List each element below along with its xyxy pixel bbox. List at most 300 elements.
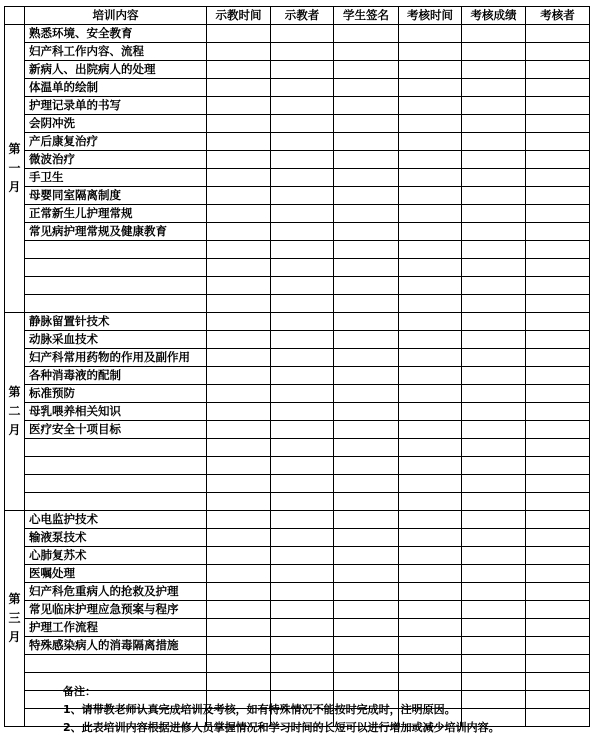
exam-time-cell[interactable] — [399, 421, 462, 439]
demo-time-cell[interactable] — [207, 115, 271, 133]
table-row — [5, 151, 590, 169]
demonstrator-cell[interactable] — [271, 79, 334, 97]
demonstrator-cell[interactable] — [271, 457, 334, 475]
exam-time-cell[interactable] — [399, 619, 462, 637]
demo-time-cell[interactable] — [207, 457, 271, 475]
student-signature-cell[interactable] — [334, 25, 399, 43]
student-signature-cell[interactable] — [334, 619, 399, 637]
demonstrator-cell[interactable] — [271, 277, 334, 295]
header-demonstrator: 示教者 — [271, 7, 334, 25]
demo-time-cell[interactable] — [207, 205, 271, 223]
exam-score-cell[interactable] — [462, 169, 526, 187]
exam-time-cell[interactable] — [399, 61, 462, 79]
training-item: 微波治疗 — [25, 151, 207, 169]
training-item: 体温单的绘制 — [25, 79, 207, 97]
table-row — [5, 529, 590, 547]
table-row — [5, 241, 590, 259]
demo-time-cell[interactable] — [207, 421, 271, 439]
exam-time-cell[interactable] — [399, 637, 462, 655]
demo-time-cell[interactable] — [207, 601, 271, 619]
examiner-cell[interactable] — [526, 457, 590, 475]
exam-score-cell[interactable] — [462, 637, 526, 655]
exam-score-cell[interactable] — [462, 583, 526, 601]
student-signature-cell[interactable] — [334, 43, 399, 61]
month-label-2 — [5, 313, 25, 511]
exam-score-cell[interactable] — [462, 223, 526, 241]
exam-score-cell[interactable] — [462, 61, 526, 79]
exam-score-cell[interactable] — [462, 43, 526, 61]
examiner-cell[interactable] — [526, 295, 590, 313]
demonstrator-cell[interactable] — [271, 133, 334, 151]
demo-time-cell[interactable] — [207, 637, 271, 655]
demonstrator-cell[interactable] — [271, 565, 334, 583]
exam-score-cell[interactable] — [462, 475, 526, 493]
examiner-cell[interactable] — [526, 547, 590, 565]
exam-score-cell[interactable] — [462, 25, 526, 43]
demonstrator-cell[interactable] — [271, 367, 334, 385]
exam-score-cell[interactable] — [462, 241, 526, 259]
demonstrator-cell[interactable] — [271, 241, 334, 259]
examiner-cell[interactable] — [526, 259, 590, 277]
student-signature-cell[interactable] — [334, 97, 399, 115]
demo-time-cell[interactable] — [207, 97, 271, 115]
student-signature-cell[interactable] — [334, 61, 399, 79]
student-signature-cell[interactable] — [334, 475, 399, 493]
exam-score-cell[interactable] — [462, 349, 526, 367]
table-row — [5, 223, 590, 241]
student-signature-cell[interactable] — [334, 151, 399, 169]
month-label-char: 三 — [8, 611, 21, 625]
examiner-cell[interactable] — [526, 313, 590, 331]
exam-score-cell[interactable] — [462, 133, 526, 151]
demonstrator-cell[interactable] — [271, 295, 334, 313]
exam-score-cell[interactable] — [462, 295, 526, 313]
demonstrator-cell[interactable] — [271, 529, 334, 547]
examiner-cell[interactable] — [526, 151, 590, 169]
table-body — [5, 25, 590, 727]
examiner-cell[interactable] — [526, 205, 590, 223]
examiner-cell[interactable] — [526, 61, 590, 79]
table-row — [5, 637, 590, 655]
training-item — [25, 277, 207, 295]
exam-time-cell[interactable] — [399, 295, 462, 313]
student-signature-cell[interactable] — [334, 583, 399, 601]
demo-time-cell[interactable] — [207, 385, 271, 403]
header-examiner: 考核者 — [526, 7, 590, 25]
examiner-cell[interactable] — [526, 169, 590, 187]
demonstrator-cell[interactable] — [271, 25, 334, 43]
demo-time-cell[interactable] — [207, 529, 271, 547]
demonstrator-cell[interactable] — [271, 331, 334, 349]
training-item: 心肺复苏术 — [25, 547, 207, 565]
exam-time-cell[interactable] — [399, 277, 462, 295]
exam-time-cell[interactable] — [399, 43, 462, 61]
notes-title: 备注： — [63, 685, 96, 698]
demonstrator-cell[interactable] — [271, 151, 334, 169]
demo-time-cell[interactable] — [207, 169, 271, 187]
exam-score-cell[interactable] — [462, 655, 526, 673]
demo-time-cell[interactable] — [207, 583, 271, 601]
demo-time-cell[interactable] — [207, 349, 271, 367]
exam-score-cell[interactable] — [462, 403, 526, 421]
training-item: 标准预防 — [25, 385, 207, 403]
exam-time-cell[interactable] — [399, 25, 462, 43]
month-label-char: 二 — [8, 404, 21, 418]
demonstrator-cell[interactable] — [271, 313, 334, 331]
demonstrator-cell[interactable] — [271, 187, 334, 205]
demonstrator-cell[interactable] — [271, 637, 334, 655]
demonstrator-cell[interactable] — [271, 259, 334, 277]
demo-time-cell[interactable] — [207, 133, 271, 151]
training-item — [25, 439, 207, 457]
header-exam-score: 考核成绩 — [462, 7, 526, 25]
demo-time-cell[interactable] — [207, 277, 271, 295]
student-signature-cell[interactable] — [334, 133, 399, 151]
examiner-cell[interactable] — [526, 655, 590, 673]
student-signature-cell[interactable] — [334, 601, 399, 619]
training-item — [25, 259, 207, 277]
exam-time-cell[interactable] — [399, 187, 462, 205]
table-row — [5, 421, 590, 439]
exam-time-cell[interactable] — [399, 205, 462, 223]
exam-time-cell[interactable] — [399, 475, 462, 493]
demo-time-cell[interactable] — [207, 223, 271, 241]
demonstrator-cell[interactable] — [271, 511, 334, 529]
table-row — [5, 565, 590, 583]
demonstrator-cell[interactable] — [271, 97, 334, 115]
month-label-char: 第 — [8, 592, 21, 606]
table-row — [5, 601, 590, 619]
exam-time-cell[interactable] — [399, 313, 462, 331]
examiner-cell[interactable] — [526, 133, 590, 151]
exam-score-cell[interactable] — [462, 385, 526, 403]
training-item: 会阴冲洗 — [25, 115, 207, 133]
exam-time-cell[interactable] — [399, 115, 462, 133]
header-corner — [5, 7, 25, 25]
exam-time-cell[interactable] — [399, 97, 462, 115]
student-signature-cell[interactable] — [334, 529, 399, 547]
examiner-cell[interactable] — [526, 637, 590, 655]
examiner-cell[interactable] — [526, 403, 590, 421]
student-signature-cell[interactable] — [334, 259, 399, 277]
exam-score-cell[interactable] — [462, 187, 526, 205]
training-item: 常见临床护理应急预案与程序 — [25, 601, 207, 619]
table-row — [5, 115, 590, 133]
examiner-cell[interactable] — [526, 475, 590, 493]
exam-score-cell[interactable] — [462, 457, 526, 475]
demo-time-cell[interactable] — [207, 511, 271, 529]
student-signature-cell[interactable] — [334, 187, 399, 205]
table-row — [5, 259, 590, 277]
note-item-2: 2、此表培训内容根据进修人员掌握情况和学习时间的长短可以进行增加或减少培训内容。 — [63, 721, 500, 734]
exam-time-cell[interactable] — [399, 331, 462, 349]
examiner-cell[interactable] — [526, 43, 590, 61]
exam-time-cell[interactable] — [399, 151, 462, 169]
student-signature-cell[interactable] — [334, 637, 399, 655]
exam-time-cell[interactable] — [399, 583, 462, 601]
table-row — [5, 655, 590, 673]
exam-score-cell[interactable] — [462, 601, 526, 619]
training-item: 静脉留置针技术 — [25, 313, 207, 331]
table-row — [5, 313, 590, 331]
exam-score-cell[interactable] — [462, 313, 526, 331]
month-label-char: 月 — [8, 180, 21, 194]
training-item: 熟悉环境、安全教育 — [25, 25, 207, 43]
exam-time-cell[interactable] — [399, 169, 462, 187]
examiner-cell[interactable] — [526, 241, 590, 259]
demo-time-cell[interactable] — [207, 475, 271, 493]
training-item: 妇产科工作内容、流程 — [25, 43, 207, 61]
exam-time-cell[interactable] — [399, 367, 462, 385]
demo-time-cell[interactable] — [207, 43, 271, 61]
demo-time-cell[interactable] — [207, 295, 271, 313]
student-signature-cell[interactable] — [334, 313, 399, 331]
exam-score-cell[interactable] — [462, 421, 526, 439]
exam-time-cell[interactable] — [399, 223, 462, 241]
table-row — [5, 205, 590, 223]
table-row — [5, 61, 590, 79]
training-item — [25, 241, 207, 259]
exam-time-cell[interactable] — [399, 259, 462, 277]
training-item — [25, 493, 207, 511]
exam-time-cell[interactable] — [399, 511, 462, 529]
demo-time-cell[interactable] — [207, 493, 271, 511]
exam-time-cell[interactable] — [399, 565, 462, 583]
exam-score-cell[interactable] — [462, 565, 526, 583]
demo-time-cell[interactable] — [207, 259, 271, 277]
training-item: 母乳喂养相关知识 — [25, 403, 207, 421]
student-signature-cell[interactable] — [334, 493, 399, 511]
demonstrator-cell[interactable] — [271, 385, 334, 403]
student-signature-cell[interactable] — [334, 511, 399, 529]
student-signature-cell[interactable] — [334, 349, 399, 367]
examiner-cell[interactable] — [526, 511, 590, 529]
training-item: 妇产科危重病人的抢救及护理 — [25, 583, 207, 601]
training-item — [25, 655, 207, 673]
exam-time-cell[interactable] — [399, 457, 462, 475]
examiner-cell[interactable] — [526, 187, 590, 205]
training-item: 妇产科常用药物的作用及副作用 — [25, 349, 207, 367]
exam-time-cell[interactable] — [399, 403, 462, 421]
student-signature-cell[interactable] — [334, 655, 399, 673]
table-row — [5, 619, 590, 637]
demo-time-cell[interactable] — [207, 619, 271, 637]
demo-time-cell[interactable] — [207, 655, 271, 673]
exam-score-cell[interactable] — [462, 547, 526, 565]
examiner-cell[interactable] — [526, 97, 590, 115]
month-label-3 — [5, 511, 25, 727]
demonstrator-cell[interactable] — [271, 223, 334, 241]
exam-score-cell[interactable] — [462, 79, 526, 97]
training-item: 各种消毒液的配制 — [25, 367, 207, 385]
training-item: 正常新生儿护理常规 — [25, 205, 207, 223]
student-signature-cell[interactable] — [334, 439, 399, 457]
table-row — [5, 43, 590, 61]
table-row — [5, 349, 590, 367]
exam-score-cell[interactable] — [462, 115, 526, 133]
exam-time-cell[interactable] — [399, 655, 462, 673]
table-row — [5, 583, 590, 601]
student-signature-cell[interactable] — [334, 565, 399, 583]
demo-time-cell[interactable] — [207, 151, 271, 169]
demonstrator-cell[interactable] — [271, 547, 334, 565]
student-signature-cell[interactable] — [334, 547, 399, 565]
demo-time-cell[interactable] — [207, 331, 271, 349]
training-item: 手卫生 — [25, 169, 207, 187]
table-row — [5, 133, 590, 151]
examiner-cell[interactable] — [526, 565, 590, 583]
student-signature-cell[interactable] — [334, 79, 399, 97]
training-item: 输液泵技术 — [25, 529, 207, 547]
student-signature-cell[interactable] — [334, 205, 399, 223]
exam-score-cell[interactable] — [462, 529, 526, 547]
student-signature-cell[interactable] — [334, 403, 399, 421]
exam-score-cell[interactable] — [462, 277, 526, 295]
exam-time-cell[interactable] — [399, 493, 462, 511]
examiner-cell[interactable] — [526, 583, 590, 601]
header-student-signature: 学生签名 — [334, 7, 399, 25]
demonstrator-cell[interactable] — [271, 61, 334, 79]
examiner-cell[interactable] — [526, 79, 590, 97]
month-label-char: 一 — [8, 161, 21, 175]
demonstrator-cell[interactable] — [271, 601, 334, 619]
training-item: 心电监护技术 — [25, 511, 207, 529]
exam-time-cell[interactable] — [399, 529, 462, 547]
examiner-cell[interactable] — [526, 115, 590, 133]
month-label-char: 月 — [8, 423, 21, 437]
exam-score-cell[interactable] — [462, 511, 526, 529]
student-signature-cell[interactable] — [334, 295, 399, 313]
demo-time-cell[interactable] — [207, 187, 271, 205]
demonstrator-cell[interactable] — [271, 349, 334, 367]
exam-time-cell[interactable] — [399, 439, 462, 457]
demo-time-cell[interactable] — [207, 367, 271, 385]
exam-score-cell[interactable] — [462, 619, 526, 637]
table-row — [5, 457, 590, 475]
month-label-char: 月 — [8, 630, 21, 644]
demo-time-cell[interactable] — [207, 313, 271, 331]
exam-time-cell[interactable] — [399, 385, 462, 403]
table-row — [5, 295, 590, 313]
demonstrator-cell[interactable] — [271, 403, 334, 421]
examiner-cell[interactable] — [526, 367, 590, 385]
exam-time-cell[interactable] — [399, 547, 462, 565]
demonstrator-cell[interactable] — [271, 43, 334, 61]
student-signature-cell[interactable] — [334, 331, 399, 349]
demonstrator-cell[interactable] — [271, 439, 334, 457]
exam-time-cell[interactable] — [399, 133, 462, 151]
demonstrator-cell[interactable] — [271, 475, 334, 493]
note-item-1: 1、请带教老师认真完成培训及考核，如有特殊情况不能按时完成时，注明原因。 — [63, 703, 456, 716]
month-label-char: 第 — [8, 385, 21, 399]
exam-score-cell[interactable] — [462, 367, 526, 385]
demonstrator-cell[interactable] — [271, 169, 334, 187]
training-item: 护理记录单的书写 — [25, 97, 207, 115]
demonstrator-cell[interactable] — [271, 205, 334, 223]
exam-score-cell[interactable] — [462, 205, 526, 223]
student-signature-cell[interactable] — [334, 169, 399, 187]
training-item: 新病人、出院病人的处理 — [25, 61, 207, 79]
student-signature-cell[interactable] — [334, 115, 399, 133]
training-item — [25, 475, 207, 493]
training-item: 动脉采血技术 — [25, 331, 207, 349]
examiner-cell[interactable] — [526, 277, 590, 295]
examiner-cell[interactable] — [526, 439, 590, 457]
demonstrator-cell[interactable] — [271, 115, 334, 133]
examiner-cell[interactable] — [526, 385, 590, 403]
student-signature-cell[interactable] — [334, 421, 399, 439]
demo-time-cell[interactable] — [207, 25, 271, 43]
examiner-cell[interactable] — [526, 601, 590, 619]
student-signature-cell[interactable] — [334, 457, 399, 475]
demonstrator-cell[interactable] — [271, 655, 334, 673]
training-item: 常见病护理常规及健康教育 — [25, 223, 207, 241]
exam-time-cell[interactable] — [399, 79, 462, 97]
table-row — [5, 403, 590, 421]
exam-score-cell[interactable] — [462, 151, 526, 169]
table-row — [5, 277, 590, 295]
table-row — [5, 187, 590, 205]
training-item — [25, 457, 207, 475]
exam-time-cell[interactable] — [399, 601, 462, 619]
demo-time-cell[interactable] — [207, 61, 271, 79]
demo-time-cell[interactable] — [207, 403, 271, 421]
training-item: 医嘱处理 — [25, 565, 207, 583]
examiner-cell[interactable] — [526, 421, 590, 439]
student-signature-cell[interactable] — [334, 223, 399, 241]
demonstrator-cell[interactable] — [271, 493, 334, 511]
header-content: 培训内容 — [25, 7, 207, 25]
exam-score-cell[interactable] — [462, 493, 526, 511]
demo-time-cell[interactable] — [207, 241, 271, 259]
training-item: 母婴同室隔离制度 — [25, 187, 207, 205]
demo-time-cell[interactable] — [207, 439, 271, 457]
table-row — [5, 475, 590, 493]
exam-score-cell[interactable] — [462, 439, 526, 457]
exam-score-cell[interactable] — [462, 259, 526, 277]
demo-time-cell[interactable] — [207, 547, 271, 565]
examiner-cell[interactable] — [526, 349, 590, 367]
demonstrator-cell[interactable] — [271, 583, 334, 601]
table-row — [5, 169, 590, 187]
demo-time-cell[interactable] — [207, 79, 271, 97]
examiner-cell[interactable] — [526, 331, 590, 349]
table-row — [5, 493, 590, 511]
exam-time-cell[interactable] — [399, 241, 462, 259]
table-row — [5, 547, 590, 565]
demo-time-cell[interactable] — [207, 565, 271, 583]
student-signature-cell[interactable] — [334, 277, 399, 295]
exam-score-cell[interactable] — [462, 97, 526, 115]
header-row — [5, 7, 590, 25]
demonstrator-cell[interactable] — [271, 619, 334, 637]
month-label-char: 第 — [8, 142, 21, 156]
examiner-cell[interactable] — [526, 493, 590, 511]
examiner-cell[interactable] — [526, 529, 590, 547]
exam-time-cell[interactable] — [399, 349, 462, 367]
examiner-cell[interactable] — [526, 223, 590, 241]
table-row — [5, 79, 590, 97]
demonstrator-cell[interactable] — [271, 421, 334, 439]
student-signature-cell[interactable] — [334, 241, 399, 259]
student-signature-cell[interactable] — [334, 385, 399, 403]
student-signature-cell[interactable] — [334, 367, 399, 385]
notes-section — [63, 683, 583, 737]
exam-score-cell[interactable] — [462, 331, 526, 349]
examiner-cell[interactable] — [526, 25, 590, 43]
training-item: 护理工作流程 — [25, 619, 207, 637]
examiner-cell[interactable] — [526, 619, 590, 637]
